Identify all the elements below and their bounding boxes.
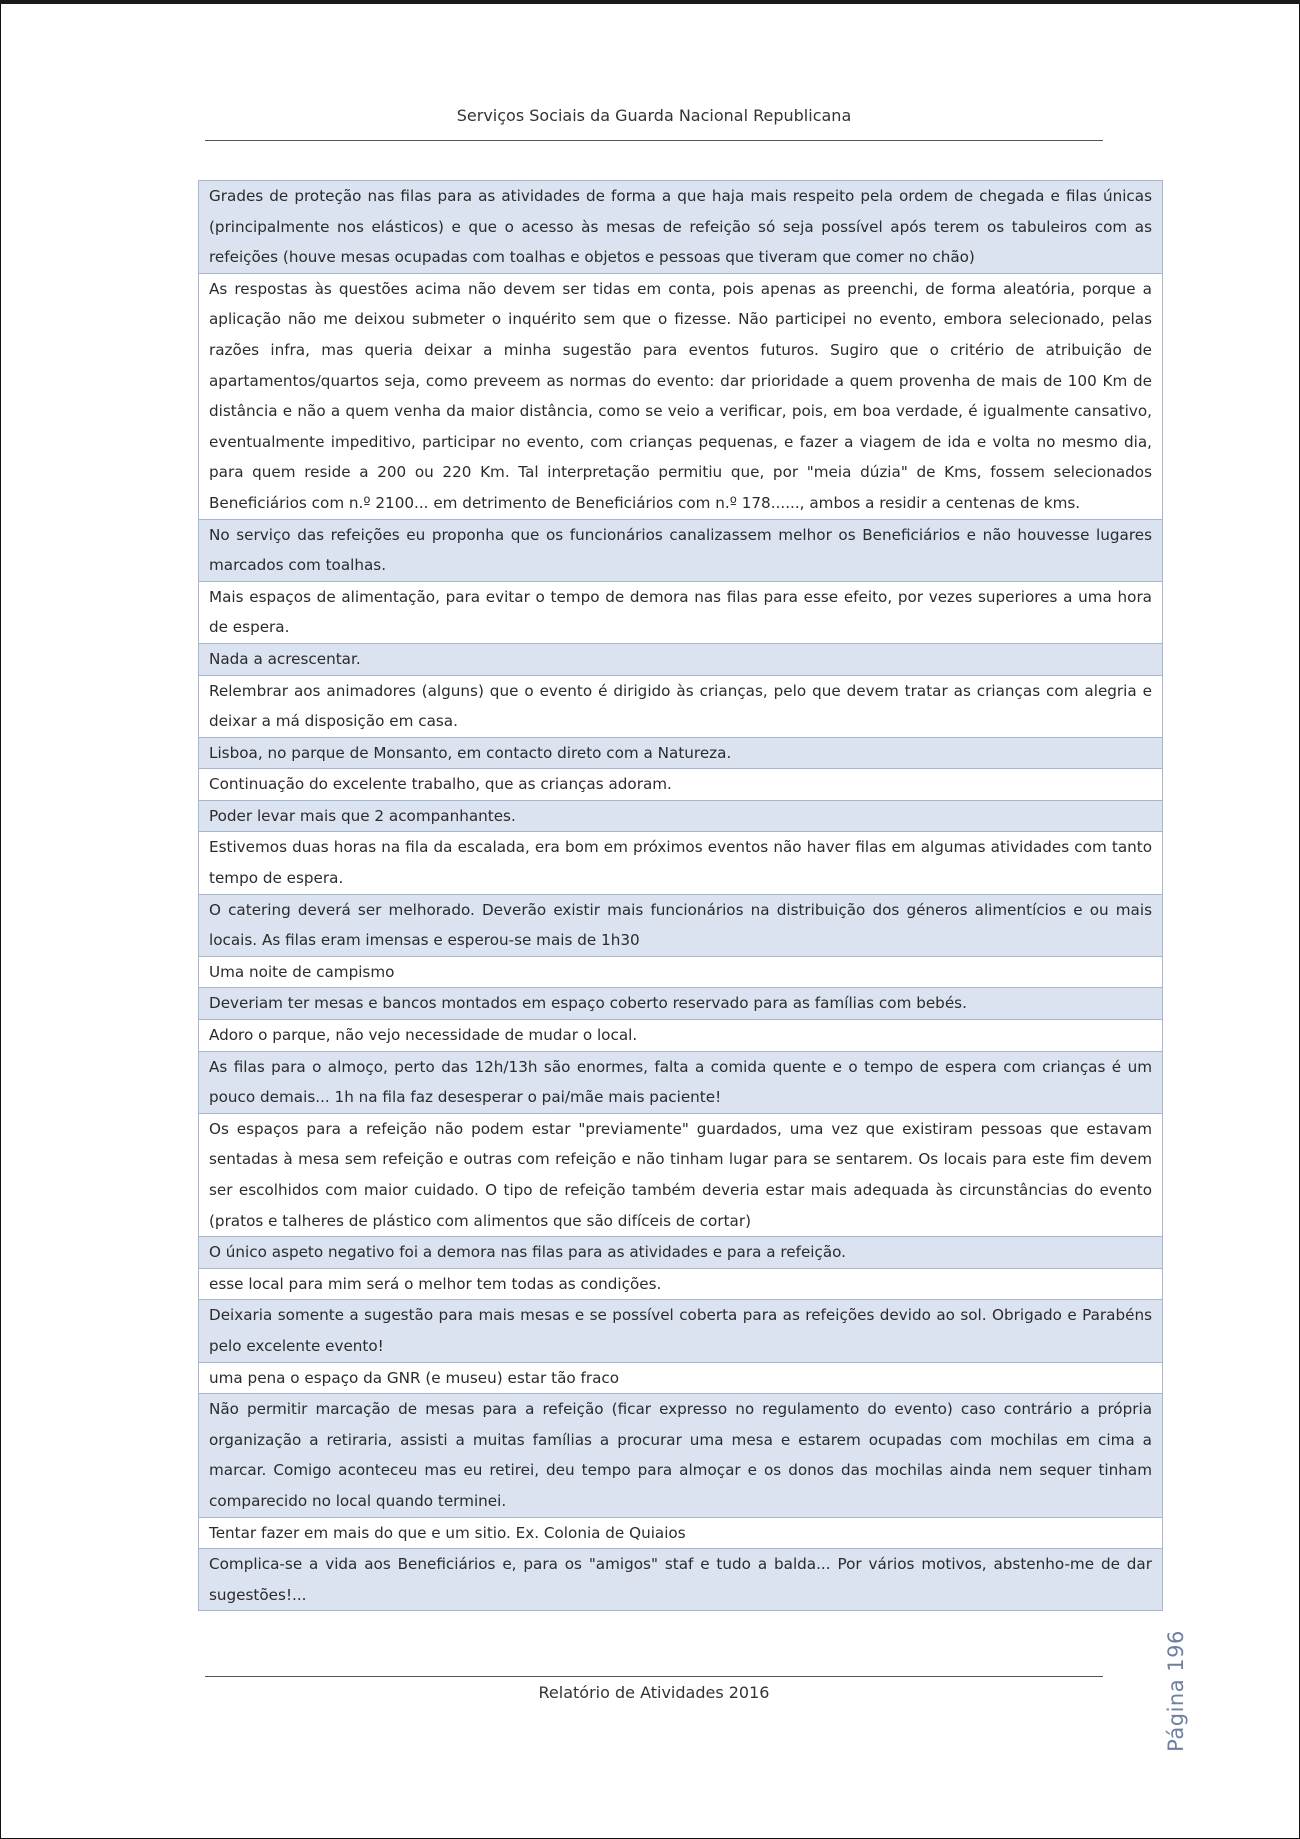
responses-table bbox=[198, 180, 1163, 1611]
response-row: Tentar fazer em mais do que e um sitio. Ex. Colonia de Quiaios bbox=[199, 1518, 1162, 1550]
response-row: esse local para mim será o melhor tem todas as condições. bbox=[199, 1269, 1162, 1301]
response-row: Não permitir marcação de mesas para a refeição (ficar expresso no regulamento do evento) caso contrário a própria organização a retiraria, assisti a muitas famílias a procurar uma mesa e estarem ocupadas com mochilas em cima a marcar. Comigo aconteceu mas eu retirei, deu tempo para almoçar e os donos das mochilas ainda nem sequer tinham comparecido no local quando terminei. bbox=[199, 1394, 1162, 1517]
response-row: Deixaria somente a sugestão para mais mesas e se possível coberta para as refeições devido ao sol. Obrigado e Parabéns pelo excelente evento! bbox=[199, 1300, 1162, 1362]
footer-divider bbox=[205, 1676, 1103, 1677]
page-number-label: Página 196 bbox=[1164, 1630, 1188, 1752]
response-row: As filas para o almoço, perto das 12h/13h são enormes, falta a comida quente e o tempo de espera com crianças é um pouco demais... 1h na fila faz desesperar o pai/mãe mais paciente! bbox=[199, 1052, 1162, 1114]
response-row: Estivemos duas horas na fila da escalada, era bom em próximos eventos não haver filas em algumas atividades com tanto tempo de espera. bbox=[199, 832, 1162, 894]
response-row: As respostas às questões acima não devem ser tidas em conta, pois apenas as preenchi, de forma aleatória, porque a aplicação não me deixou submeter o inquérito sem que o fizesse. Não participei no evento, embora selecionado, pelas razões infra, mas queria deixar a minha sugestão para eventos futuros. Sugiro que o critério de atribuição de apartamentos/quartos seja, como preveem as normas do evento: dar prioridade a quem provenha de mais de 100 Km de distância e não a quem venha da maior distância, como se veio a verificar, pois, em boa verdade, é igualmente cansativo, eventualmente impeditivo, participar no evento, com crianças pequenas, e fazer a viagem de ida e volta no mesmo dia, para quem reside a 200 ou 220 Km. Tal interpretação permitiu que, por "meia dúzia" de Kms, fossem selecionados Beneficiários com n.º 2100... em detrimento de Beneficiários com n.º 178......, ambos a residir a centenas de kms. bbox=[199, 274, 1162, 520]
response-row: Adoro o parque, não vejo necessidade de mudar o local. bbox=[199, 1020, 1162, 1052]
response-row: Relembrar aos animadores (alguns) que o evento é dirigido às crianças, pelo que devem tratar as crianças com alegria e deixar a má disposição em casa. bbox=[199, 676, 1162, 738]
response-row: Continuação do excelente trabalho, que as crianças adoram. bbox=[199, 769, 1162, 801]
page-header: Serviços Sociais da Guarda Nacional Republicana bbox=[456, 106, 852, 125]
page-number bbox=[1164, 1630, 1188, 1752]
response-row: No serviço das refeições eu proponha que os funcionários canalizassem melhor os Beneficiários e não houvesse lugares marcados com toalhas. bbox=[199, 520, 1162, 582]
response-row: Uma noite de campismo bbox=[199, 957, 1162, 989]
response-row: Nada a acrescentar. bbox=[199, 644, 1162, 676]
page-footer: Relatório de Atividades 2016 bbox=[538, 1683, 770, 1702]
response-row: Lisboa, no parque de Monsanto, em contacto direto com a Natureza. bbox=[199, 738, 1162, 770]
response-row: Mais espaços de alimentação, para evitar o tempo de demora nas filas para esse efeito, por vezes superiores a uma hora de espera. bbox=[199, 582, 1162, 644]
response-row: Poder levar mais que 2 acompanhantes. bbox=[199, 801, 1162, 833]
response-row: Os espaços para a refeição não podem estar "previamente" guardados, uma vez que existiram pessoas que estavam sentadas à mesa sem refeição e outras com refeição e não tinham lugar para se sentarem. Os locais para este fim devem ser escolhidos com maior cuidado. O tipo de refeição também deveria estar mais adequada às circunstâncias do evento (pratos e talheres de plástico com alimentos que são difíceis de cortar) bbox=[199, 1114, 1162, 1237]
header-divider bbox=[205, 140, 1103, 141]
response-row: uma pena o espaço da GNR (e museu) estar tão fraco bbox=[199, 1363, 1162, 1395]
response-row: O catering deverá ser melhorado. Deverão existir mais funcionários na distribuição dos géneros alimentícios e ou mais locais. As filas eram imensas e esperou-se mais de 1h30 bbox=[199, 895, 1162, 957]
response-row: O único aspeto negativo foi a demora nas filas para as atividades e para a refeição. bbox=[199, 1237, 1162, 1269]
response-row: Deveriam ter mesas e bancos montados em espaço coberto reservado para as famílias com bebés. bbox=[199, 988, 1162, 1020]
response-row: Complica-se a vida aos Beneficiários e, para os "amigos" staf e tudo a balda... Por vários motivos, abstenho-me de dar sugestões!... bbox=[199, 1549, 1162, 1611]
response-row: Grades de proteção nas filas para as atividades de forma a que haja mais respeito pela ordem de chegada e filas únicas (principalmente nos elásticos) e que o acesso às mesas de refeição só seja possível após terem os tabuleiros com as refeições (houve mesas ocupadas com toalhas e objetos e pessoas que tiveram que comer no chão) bbox=[199, 181, 1162, 274]
scan-edge bbox=[0, 0, 1300, 4]
